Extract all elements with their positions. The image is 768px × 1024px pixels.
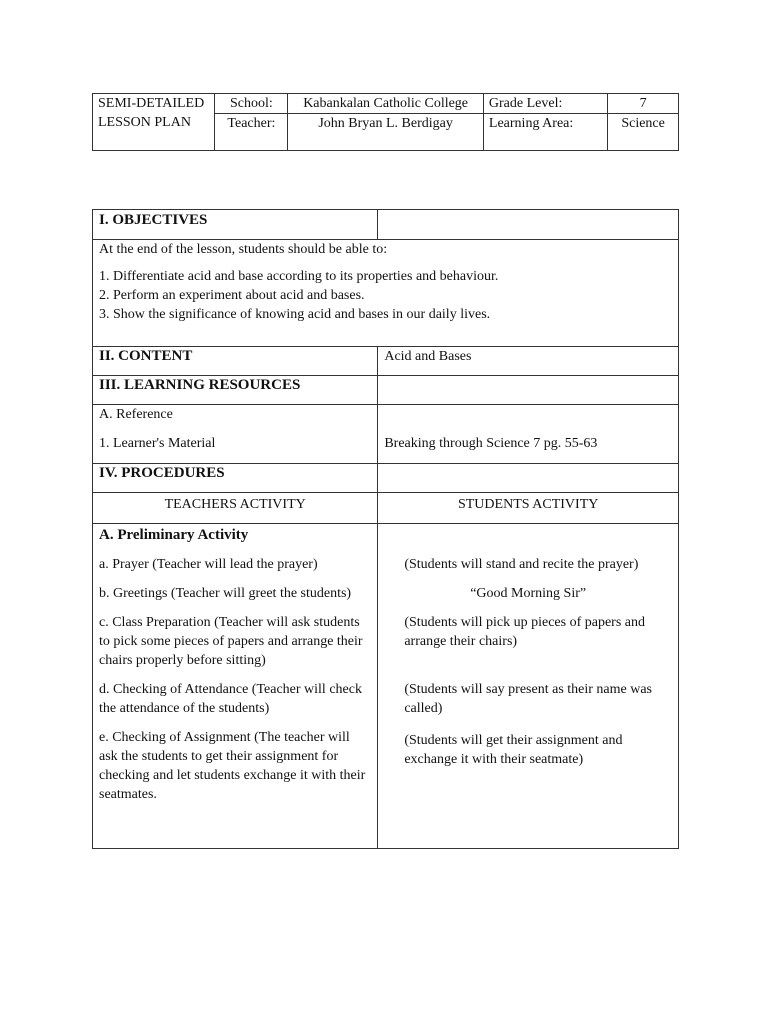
objectives-body-cell	[93, 240, 679, 347]
area-cell	[608, 114, 679, 151]
objective-item: 3. Show the significance of knowing acid and bases in our daily lives.	[99, 307, 491, 322]
material-label: 1. Learner's Material	[99, 436, 216, 451]
area-label-cell	[483, 114, 607, 151]
teacher-cell	[288, 114, 484, 151]
resources-title-cell	[93, 376, 378, 405]
school-name: Kabankalan Catholic College	[303, 96, 469, 111]
lesson-plan-body	[92, 209, 679, 849]
doc-type: SEMI-DETAILED LESSON PLAN	[98, 96, 205, 130]
content-value: Acid and Bases	[384, 349, 472, 364]
doc-type-cell	[93, 94, 215, 151]
reference-cell	[93, 405, 378, 464]
grade-label-cell	[483, 94, 607, 114]
reference-label: A. Reference	[99, 407, 173, 422]
grade-value: 7	[639, 96, 647, 111]
teacher-col-header-cell	[93, 493, 378, 524]
area-label: Learning Area:	[488, 116, 574, 131]
teacher-activity: d. Checking of Attendance (Teacher will check the attendance of the students)	[99, 682, 362, 716]
grade-label: Grade Level:	[488, 96, 563, 111]
teacher-activity: c. Class Preparation (Teacher will ask students to pick some pieces of papers and arrange their chairs properly before sitting)	[99, 615, 363, 668]
content-title: II. CONTENT	[99, 348, 193, 364]
student-activity: (Students will pick up pieces of papers and arrange their chairs)	[404, 615, 646, 649]
content-title-cell	[93, 347, 378, 376]
objectives-title-cell	[93, 210, 378, 240]
content-value-cell	[378, 347, 679, 376]
student-activity-cell	[378, 524, 679, 849]
objectives-empty-cell	[378, 210, 679, 240]
teacher-activity: a. Prayer (Teacher will lead the prayer)	[99, 557, 318, 572]
objectives-intro: At the end of the lesson, students should be able to:	[99, 242, 388, 257]
student-activity: (Students will say present as their name was called)	[404, 682, 653, 716]
area-value: Science	[621, 116, 665, 131]
objectives-title: I. OBJECTIVES	[99, 212, 208, 228]
objective-item: 1. Differentiate acid and base according to its properties and behaviour.	[99, 269, 499, 284]
school-cell	[288, 94, 484, 114]
procedures-title-cell	[93, 464, 378, 493]
material-value: Breaking through Science 7 pg. 55-63	[384, 436, 598, 451]
teacher-activity: b. Greetings (Teacher will greet the students)	[99, 586, 352, 601]
teacher-name: John Bryan L. Berdigay	[318, 116, 453, 131]
school-label-cell	[215, 94, 288, 114]
student-col-header: STUDENTS ACTIVITY	[457, 497, 599, 512]
procedures-title: IV. PROCEDURES	[99, 465, 225, 481]
preliminary-title: A. Preliminary Activity	[99, 527, 249, 543]
material-value-cell	[378, 405, 679, 464]
lesson-plan-header	[92, 93, 679, 151]
school-label: School:	[230, 96, 273, 111]
teacher-label-cell	[215, 114, 288, 151]
student-activity: (Students will get their assignment and exchange it with their seatmate)	[404, 733, 623, 767]
grade-cell	[608, 94, 679, 114]
procedures-empty-cell	[378, 464, 679, 493]
student-activity: “Good Morning Sir”	[470, 586, 587, 601]
objective-item: 2. Perform an experiment about acid and bases.	[99, 288, 365, 303]
teacher-col-header: TEACHERS ACTIVITY	[164, 497, 306, 512]
teacher-activity-cell	[93, 524, 378, 849]
resources-empty-cell	[378, 376, 679, 405]
teacher-label: Teacher:	[227, 116, 276, 131]
resources-title: III. LEARNING RESOURCES	[99, 377, 301, 393]
student-col-header-cell	[378, 493, 679, 524]
student-activity: (Students will stand and recite the prayer)	[404, 557, 639, 572]
teacher-activity: e. Checking of Assignment (The teacher will ask the students to get their assignment for checking and let students exchange it with their seatmates.	[99, 730, 366, 802]
